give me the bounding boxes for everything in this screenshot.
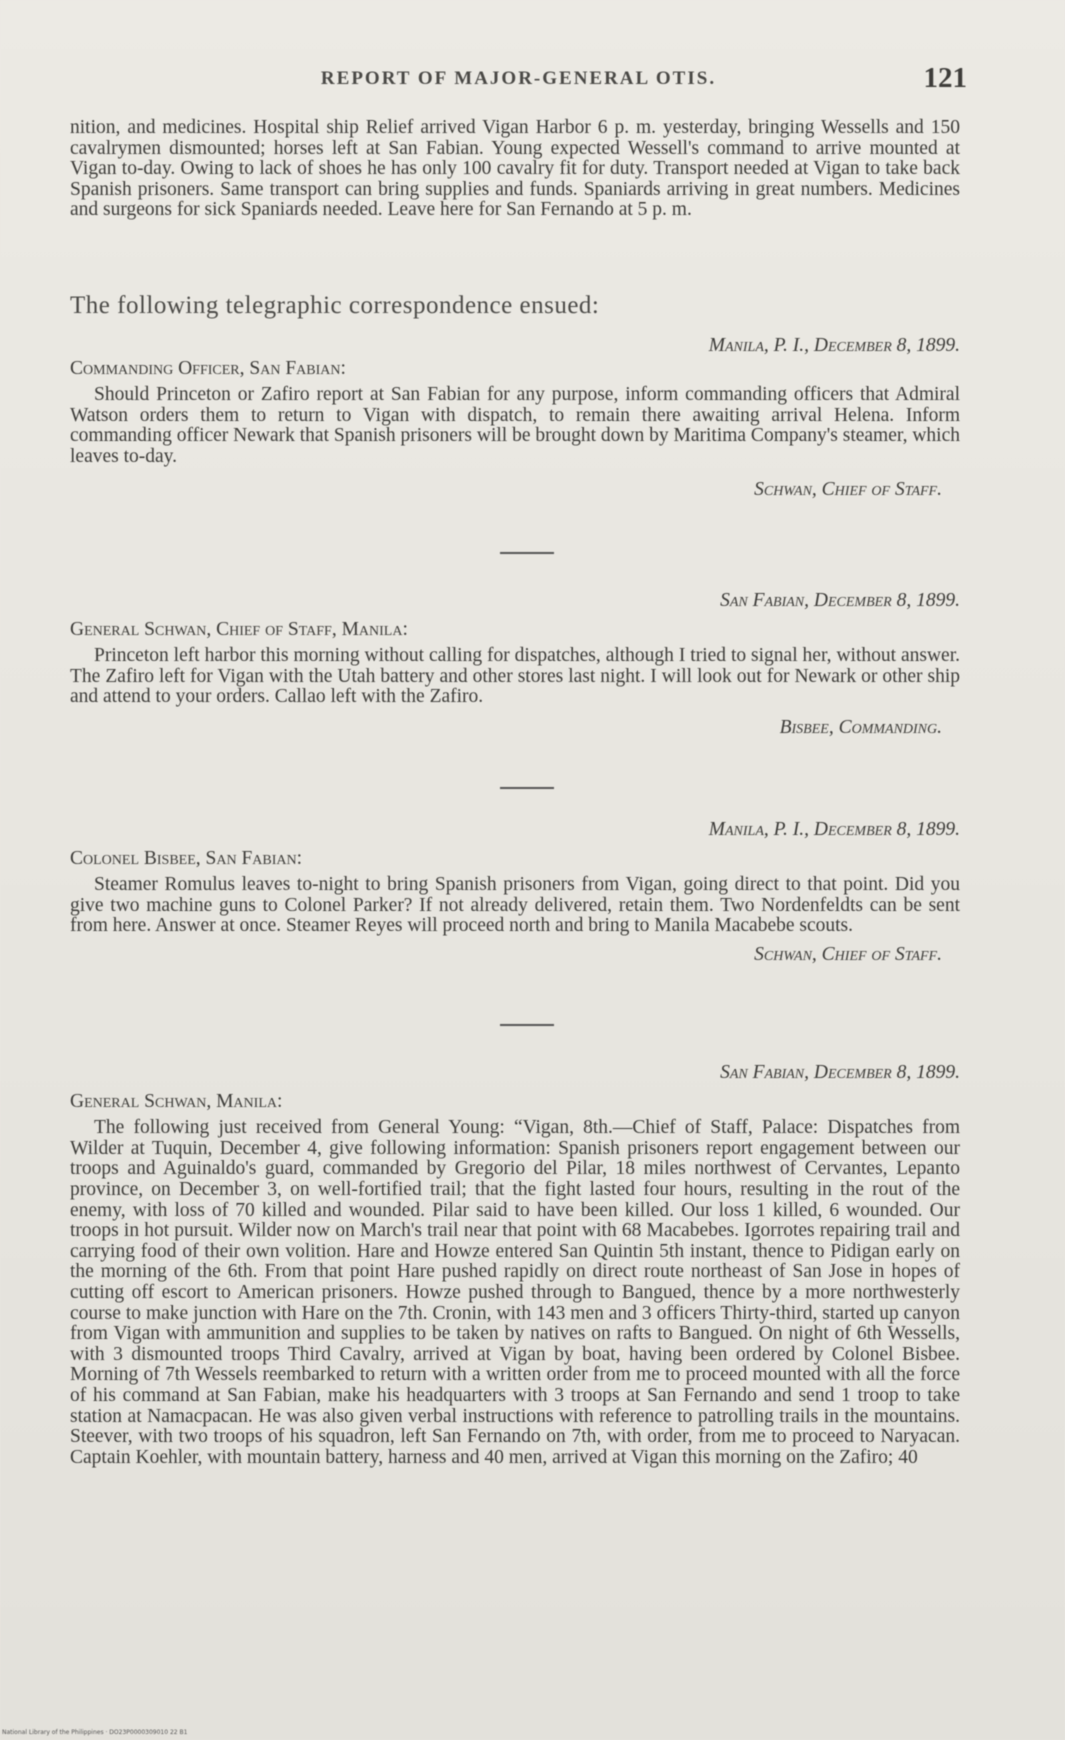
message-address: General Schwan, Manila: [70, 1090, 283, 1112]
divider-rule [500, 787, 554, 789]
divider-rule [500, 1024, 554, 1026]
section-heading: The following telegraphic correspondence ensued: [70, 292, 600, 319]
page-header [70, 62, 967, 92]
message-body: Should Princeton or Zafiro report at San Fabian for any purpose, inform commanding officers that Admiral Watson orders them to return to Vigan with dispatch, to remain there awaiting arrival Helena. Inform commanding officer Newark that Spanish prisoners will be brought down by Maritima Company's steamer, which leaves to-day. [70, 384, 960, 467]
message-dateline: San Fabian, December 8, 1899. [720, 590, 960, 611]
message-address: Colonel Bisbee, San Fabian: [70, 847, 303, 869]
intro-block [70, 118, 960, 221]
message-body: Steamer Romulus leaves to-night to bring Spanish prisoners from Vigan, going direct to that point. Did you give two machine guns to Colonel Parker? If not already delivered, retain them. Two Nordenfeldts can be sent from here. Answer at once. Steamer Reyes will proceed north and bring to Manila Macabebe scouts. [70, 874, 960, 937]
intro-paragraph: nition, and medicines. Hospital ship Relief arrived Vigan Harbor 6 p. m. yesterday, bringing Wessells and 150 cavalrymen dismounted; horses left at San Fabian. Young expected Wessell's command to arrive mounted at Vigan to-day. Owing to lack of shoes he has only 100 cavalry fit for duty. Transport needed at Vigan to take back Spanish prisoners. Same transport can bring supplies and funds. Spaniards arriving in great numbers. Medicines and surgeons for sick Spaniards needed. Leave here for San Fernando at 5 p. m. [70, 117, 960, 221]
message-dateline: Manila, P. I., December 8, 1899. [708, 819, 960, 840]
message-4 [70, 1063, 960, 1468]
page-number: 121 [923, 62, 967, 94]
message-signature: Schwan, Chief of Staff. [754, 943, 942, 965]
scan-footer: National Library of the Philippines · DO23P0000309010 22 B1 [2, 1729, 188, 1736]
running-head: REPORT OF MAJOR-GENERAL OTIS. [320, 68, 717, 89]
message-body: The following just received from General Young: “Vigan, 8th.—Chief of Staff, Palace: Dispatches from Wilder at Tuquin, December 4, give following information: Spanish prisoners report engagement between our troops and Aguinaldo's guard, commanded by Gregorio del Pilar, 18 miles northwest of Cervantes, Lepanto province, on December 3, on well-fortified trail; that the fight lasted four hours, resulting in the rout of the enemy, with loss of 70 killed and wounded. Pilar said to have been killed. Our loss 1 killed, 6 wounded. Our troops in hot pursuit. Wilder now on March's trail near that point with 68 Macabebes. Igorrotes repairing trail and carrying food of their own volition. Hare and Howze entered San Quintin 5th instant, thence to Pidigan early on the morning of the 6th. From that point Hare pushed rapidly on direct route northeast of San Jose in hopes of cutting off escort to American prisoners. Howze pushed through to Bangued, thence by a more northwesterly course to make junction with Hare on the 7th. Cronin, with 143 men and 3 officers Thirty-third, started up canyon from Vigan with ammunition and supplies to be taken by natives on rafts to Bangued. On night of 6th Wessells, with 3 dismounted troops Third Cavalry, arrived at Vigan by boat, having been ordered by Colonel Bisbee. Morning of 7th Wessels reembarked to return with a written order from me to proceed mounted with all the force of his command at San Fabian, make his headquarters with 3 troops at San Fernando and send 1 troop to take station at Namacpacan. He was also given verbal instructions with reference to patrolling trails in the mountains. Steever, with two troops of his squadron, left San Fernando on 7th, with order, from me to proceed to Naryacan. Captain Koehler, with mountain battery, harness and 40 men, arrived at Vigan this morning on the Zafiro; 40 [70, 1117, 960, 1468]
section-heading-block [70, 292, 960, 319]
message-signature: Bisbee, Commanding. [779, 716, 942, 738]
message-address: General Schwan, Chief of Staff, Manila: [70, 618, 408, 640]
message-dateline: San Fabian, December 8, 1899. [720, 1062, 960, 1083]
message-body: Princeton left harbor this morning without calling for dispatches, although I tried to signal her, without answer. The Zafiro left for Vigan with the Utah battery and other stores last night. I will look out for Newark or other ship and attend to your orders. Callao left with the Zafiro. [70, 645, 960, 708]
message-signature: Schwan, Chief of Staff. [754, 478, 942, 500]
message-dateline: Manila, P. I., December 8, 1899. [708, 335, 960, 356]
divider-rule [500, 552, 554, 554]
message-3 [70, 820, 960, 966]
message-2 [70, 591, 960, 739]
message-address: Commanding Officer, San Fabian: [70, 357, 346, 379]
message-1 [70, 336, 960, 500]
